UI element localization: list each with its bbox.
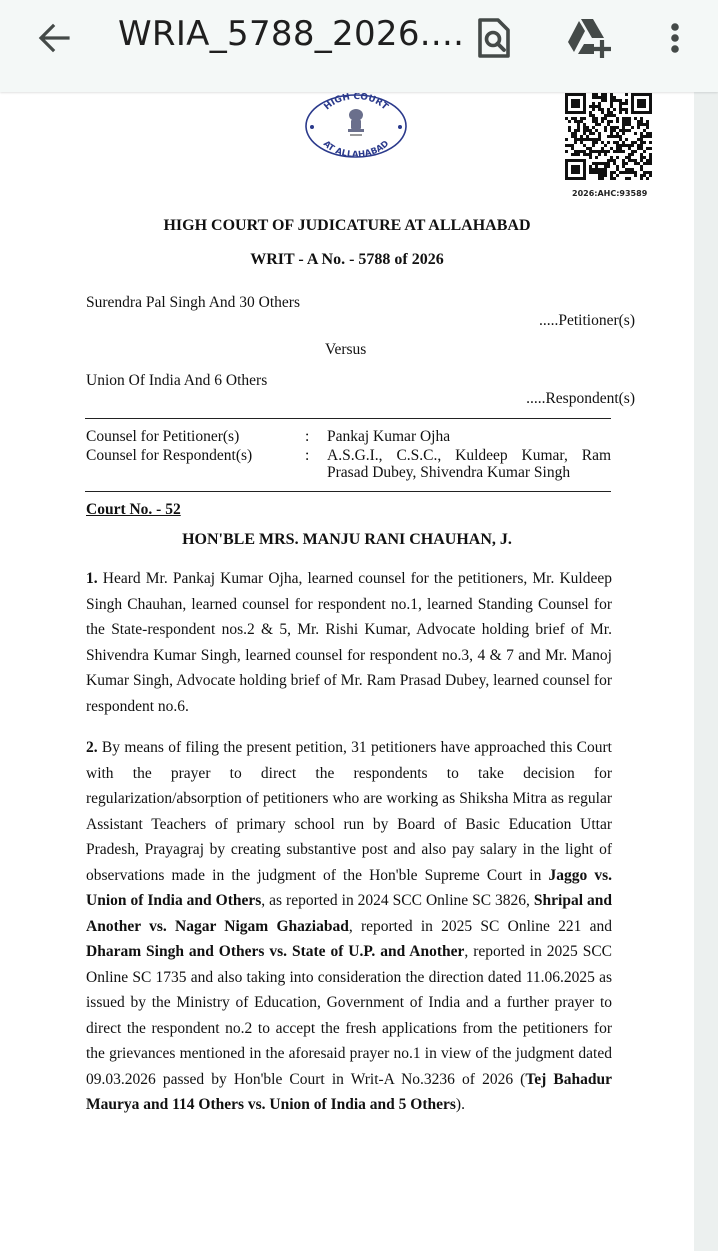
- paragraph-number: 2.: [86, 739, 98, 756]
- add-to-drive-icon: [566, 16, 612, 60]
- paragraph-text: Heard Mr. Pankaj Kumar Ojha, learned counsel for the petitioners, Mr. Kuldeep Singh Chauhan, learned counsel for respondent no.1, learned Standing Counsel for the State-respondent nos.2 & 5, Mr. Rishi Kumar, Advocate holding brief of Mr. Shivendra Kumar Singh, learned counsel for respondent no.3, 4 & 7 and Mr. Manoj Kumar Singh, Advocate holding brief of Mr. Ram Prasad Dubey, learned counsel for respondent no.6.: [86, 570, 612, 715]
- high-court-seal: [304, 93, 408, 159]
- versus-label: Versus: [325, 341, 367, 358]
- case-citation: Dharam Singh and Others vs. State of U.P. and Another: [86, 943, 465, 960]
- add-to-drive-button[interactable]: [566, 16, 606, 60]
- paragraph-text: , as reported in 2024 SCC Online SC 3826,: [261, 892, 534, 909]
- qr-code-label: 2026:AHC:93589: [572, 189, 648, 198]
- divider-bottom: [85, 491, 611, 492]
- counsel-colon: :: [305, 428, 310, 445]
- case-citation: Jaggo vs. Union of India and Others: [86, 866, 612, 909]
- paragraph-text: , reported in 2025 SCC Online SC 1735 and also taking into consideration the direction dated 11.06.2025 as issued by the Ministry of Education, Government of India and a further prayer to direct the respondent no.2 to accept the fresh applications from the petitioners for the grievances mentioned in the aforesaid prayer no.1 in view of the judgment dated 09.03.2026 passed by Hon'ble Court in Writ-A No.3236 of 2026 (: [86, 943, 612, 1088]
- find-in-document-icon: [474, 16, 514, 60]
- paragraph-text: By means of filing the present petition, 31 petitioners have approached this Court with the prayer to direct the respondents to take decision for regularization/absorption of petitioners who are working as Shiksha Mitra as regular Assistant Teachers of primary school run by Board of Basic Education Uttar Pradesh, Prayagraj by creating substantive post and also pay salary in the light of observations made in the judgment of the Hon'ble Supreme Court in: [86, 739, 612, 884]
- emblem-icon: [304, 93, 408, 159]
- court-number: Court No. - 52: [86, 501, 181, 518]
- counsel-value: Pankaj Kumar Ojha: [327, 428, 451, 445]
- paragraph-number: 1.: [86, 570, 98, 587]
- counsel-label: Counsel for Respondent(s): [86, 447, 253, 464]
- respondent-name: Union Of India And 6 Others: [86, 372, 268, 389]
- seal-text-bottom: AT ALLAHABAD: [320, 138, 392, 159]
- more-options-button[interactable]: [660, 16, 690, 60]
- find-in-document-button[interactable]: [474, 16, 514, 60]
- divider-top: [85, 418, 611, 419]
- petitioner-role: .....Petitioner(s): [539, 312, 635, 329]
- judge-name: HON'BLE MRS. MANJU RANI CHAUHAN, J.: [182, 531, 512, 548]
- scroll-track[interactable]: [694, 92, 718, 1251]
- app-bar: [0, 0, 718, 92]
- case-citation: Shripal and Another vs. Nagar Nigam Ghaziabad: [86, 892, 612, 935]
- back-arrow-icon: [36, 20, 72, 56]
- seal-text-top: HIGH COURT: [322, 93, 390, 113]
- respondent-role: .....Respondent(s): [526, 390, 635, 407]
- counsel-colon: :: [305, 447, 310, 464]
- paragraph-1: [86, 566, 612, 719]
- paragraph-text: ).: [455, 1096, 465, 1113]
- paragraph-2: [86, 735, 612, 1118]
- case-number: WRIT - A No. - 5788 of 2026: [250, 251, 444, 268]
- petitioner-name: Surendra Pal Singh And 30 Others: [86, 294, 300, 311]
- court-title: HIGH COURT OF JUDICATURE AT ALLAHABAD: [163, 217, 531, 234]
- more-vert-icon: [660, 16, 690, 60]
- counsel-label: Counsel for Petitioner(s): [86, 428, 240, 445]
- document-title: WRIA_5788_2026....: [118, 14, 465, 54]
- counsel-value: A.S.G.I., C.S.C., Kuldeep Kumar, Ram Prasad Dubey, Shivendra Kumar Singh: [327, 447, 611, 481]
- case-citation: Tej Bahadur Maurya and 114 Others vs. Union of India and 5 Others: [86, 1070, 612, 1113]
- back-button[interactable]: [36, 20, 72, 56]
- qr-code: [564, 93, 656, 181]
- qr-code-image: [564, 93, 656, 181]
- paragraph-text: , reported in 2025 SC Online 221 and: [348, 917, 612, 935]
